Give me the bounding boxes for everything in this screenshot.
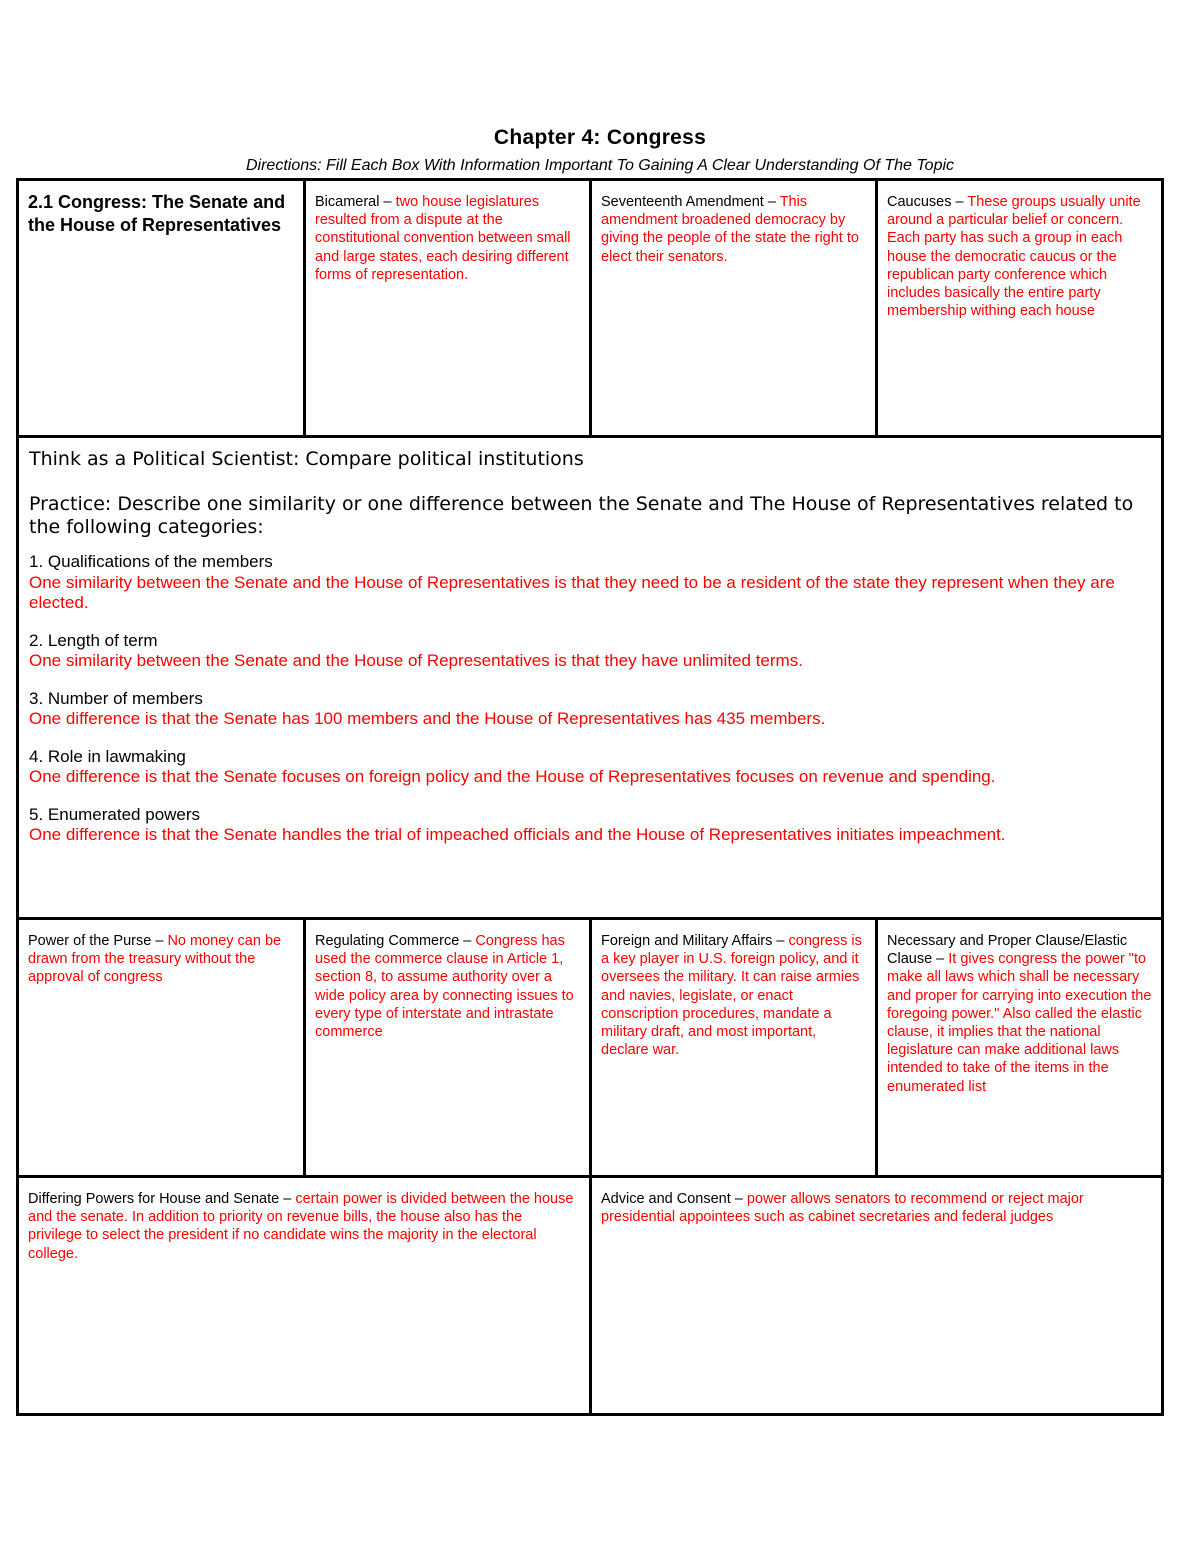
power-of-the-purse-term: Power of the Purse –	[28, 933, 168, 949]
seventeenth-amendment-cell	[592, 181, 875, 435]
foreign-military-affairs-term: Foreign and Military Affairs –	[601, 933, 789, 949]
regulating-commerce-cell	[306, 920, 589, 1175]
differing-powers-cell	[19, 1178, 589, 1413]
practice-item-answer: One difference is that the Senate focuses on foreign policy and the House of Representatives focuses on revenue and spending.	[29, 767, 996, 786]
practice-item-label: 1. Qualifications of the members	[29, 552, 273, 571]
regulating-commerce-answer: Congress has used the commerce clause in Article 1, section 8, to assume authority over a wide policy area by connecting issues to every type of interstate and intrastate commerce	[315, 933, 574, 1041]
regulating-commerce-term: Regulating Commerce –	[315, 933, 476, 949]
section-heading-cell	[19, 181, 303, 435]
advice-and-consent-term: Advice and Consent –	[601, 1191, 747, 1207]
necessary-proper-clause-answer: It gives congress the power "to make all laws which shall be necessary and proper for carrying into execution the foregoing power." Also called the elastic clause, it implies that the national legislature can make additional laws intended to take of the items in the enumerated list	[887, 951, 1152, 1095]
necessary-proper-clause-term: Necessary and Proper Clause/Elastic Clause –	[887, 933, 1128, 968]
seventeenth-amendment-term: Seventeenth Amendment –	[601, 194, 780, 210]
practice-item-label: 5. Enumerated powers	[29, 804, 201, 824]
practice-intro: Think as a Political Scientist: Compare political institutions	[29, 448, 584, 470]
foreign-military-affairs-cell	[592, 920, 875, 1175]
practice-cell	[19, 438, 1161, 917]
differing-powers-term: Differing Powers for House and Senate –	[28, 1191, 296, 1207]
practice-item	[29, 747, 1151, 788]
page-title: Chapter 4: Congress	[493, 126, 707, 149]
practice-item-label: 4. Role in lawmaking	[29, 746, 186, 766]
directions-text: Directions: Fill Each Box With Information Important To Gaining A Clear Understanding Of The Topic	[245, 157, 955, 174]
practice-item	[29, 805, 1151, 846]
power-of-the-purse-answer: No money can be drawn from the treasury without the approval of congress	[28, 933, 282, 986]
bicameral-term: Bicameral –	[315, 194, 396, 210]
bicameral-cell	[306, 181, 589, 435]
foreign-military-affairs-answer: congress is a key player in U.S. foreign policy, and it oversees the military. It can raise armies and navies, legislate, or enact conscription procedures, mandate a military draft, and most important, declare war.	[601, 933, 862, 1059]
caucuses-term: Caucuses –	[887, 194, 968, 210]
necessary-proper-clause-cell	[878, 920, 1161, 1175]
worksheet-grid	[16, 178, 1164, 1416]
seventeenth-amendment-answer: This amendment broadened democracy by giving the people of the state the right to elect their senators.	[601, 194, 859, 265]
advice-and-consent-cell	[592, 1178, 1161, 1413]
power-of-the-purse-cell	[19, 920, 303, 1175]
practice-item	[29, 689, 1151, 730]
practice-item-answer: One similarity between the Senate and the House of Representatives is that they have unlimited terms.	[29, 651, 803, 670]
section-heading: 2.1 Congress: The Senate and the House of Representatives	[28, 192, 286, 235]
practice-prompt: Practice: Describe one similarity or one difference between the Senate and The House of Representatives related to the following categories:	[29, 493, 1134, 538]
practice-item-label: 2. Length of term	[29, 630, 158, 650]
practice-item	[29, 552, 1151, 614]
practice-item	[29, 631, 1151, 672]
practice-item-answer: One difference is that the Senate has 100 members and the House of Representatives has 435 members.	[29, 709, 826, 728]
practice-spacer	[29, 471, 1151, 493]
practice-item-answer: One similarity between the Senate and the House of Representatives is that they need to be a resident of the state they represent when they are elected.	[29, 572, 1115, 612]
practice-item-label: 3. Number of members	[29, 688, 203, 708]
practice-item-answer: One difference is that the Senate handles the trial of impeached officials and the House of Representatives initiates impeachment.	[29, 825, 1006, 844]
caucuses-answer: These groups usually unite around a particular belief or concern. Each party has such a group in each house the democratic caucus or the republican party conference which includes basically the entire party membership withing each house	[887, 194, 1141, 320]
advice-and-consent-answer: power allows senators to recommend or reject major presidential appointees such as cabinet secretaries and federal judges	[601, 1191, 1084, 1226]
differing-powers-answer: certain power is divided between the house and the senate. In addition to priority on revenue bills, the house also has the privilege to select the president if no candidate wins the majority in the electoral college.	[28, 1191, 574, 1262]
bicameral-answer: two house legislatures resulted from a dispute at the constitutional convention between small and large states, each desiring different forms of representation.	[315, 194, 571, 283]
caucuses-cell	[878, 181, 1161, 435]
